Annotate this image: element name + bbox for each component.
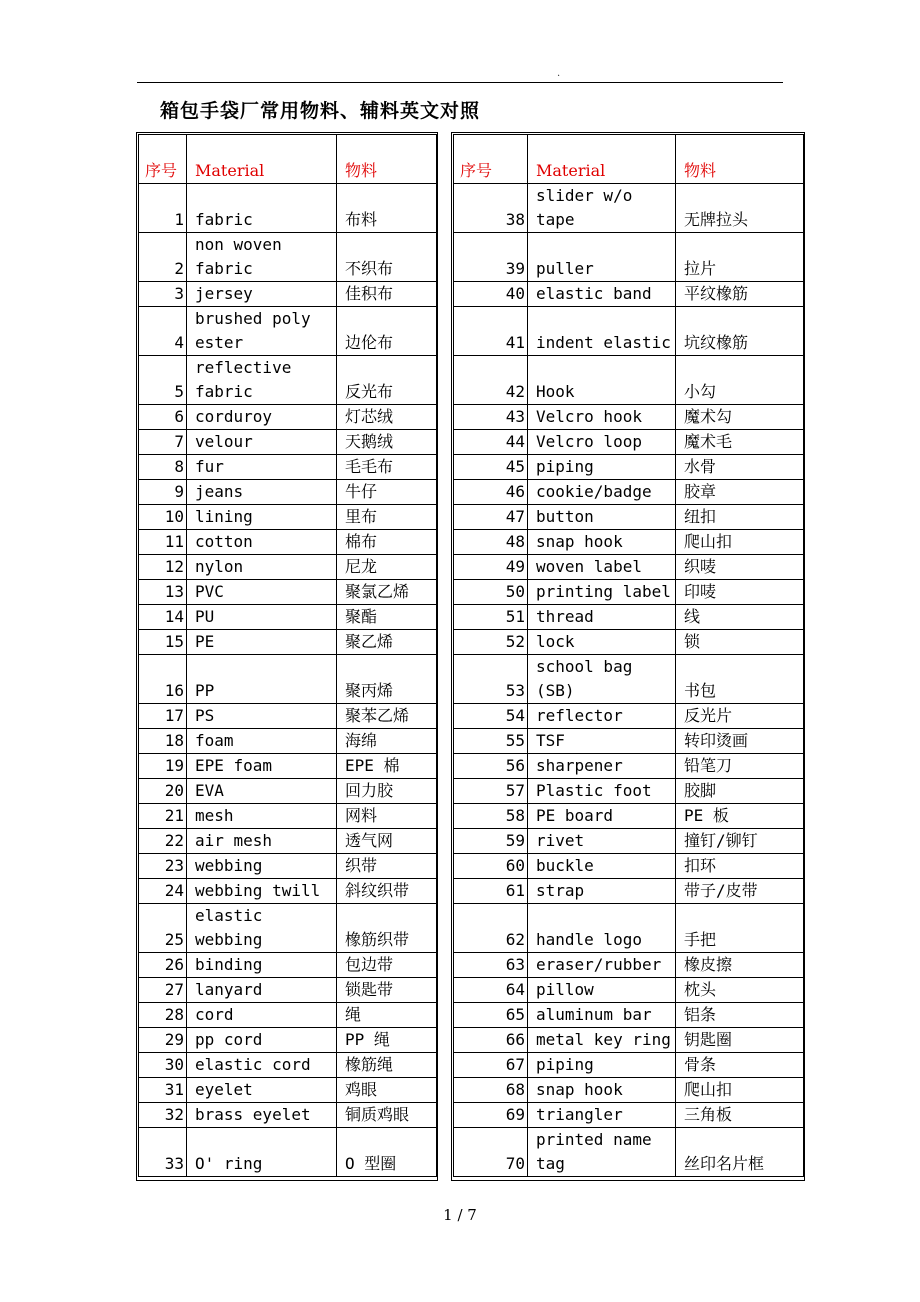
cn-cell: 透气网	[337, 829, 437, 854]
table-row	[454, 580, 804, 605]
cn-cell: 回力胶	[337, 779, 437, 804]
material-cell: thread	[528, 605, 676, 630]
material-cell: school bag (SB)	[528, 655, 676, 704]
table-row	[454, 1053, 804, 1078]
table-row	[454, 455, 804, 480]
material-cell: snap hook	[528, 530, 676, 555]
seq-cell: 18	[139, 729, 187, 754]
material-cell: lining	[187, 505, 337, 530]
seq-cell: 31	[139, 1078, 187, 1103]
cn-cell: 橡筋绳	[337, 1053, 437, 1078]
table-row	[454, 505, 804, 530]
material-cell: piping	[528, 1053, 676, 1078]
material-cell: elastic cord	[187, 1053, 337, 1078]
material-cell: webbing	[187, 854, 337, 879]
seq-cell: 38	[454, 184, 528, 233]
header-rule	[137, 82, 783, 83]
table-row	[454, 854, 804, 879]
cn-cell: 毛毛布	[337, 455, 437, 480]
cn-cell: 平纹橡筋	[676, 282, 804, 307]
cn-cell: 书包	[676, 655, 804, 704]
material-cell: eyelet	[187, 1078, 337, 1103]
table-row	[139, 405, 437, 430]
seq-cell: 32	[139, 1103, 187, 1128]
seq-cell: 53	[454, 655, 528, 704]
header-seq: 序号	[454, 135, 528, 184]
material-cell: reflector	[528, 704, 676, 729]
table-row	[454, 307, 804, 356]
seq-cell: 23	[139, 854, 187, 879]
seq-cell: 8	[139, 455, 187, 480]
header-material: Material	[187, 135, 337, 184]
table-row	[454, 605, 804, 630]
cn-cell: 钥匙圈	[676, 1028, 804, 1053]
table-row	[139, 356, 437, 405]
material-cell: fur	[187, 455, 337, 480]
cn-cell: 聚苯乙烯	[337, 704, 437, 729]
material-cell: velour	[187, 430, 337, 455]
seq-cell: 39	[454, 233, 528, 282]
table-row	[139, 729, 437, 754]
material-cell: puller	[528, 233, 676, 282]
material-cell: cord	[187, 1003, 337, 1028]
seq-cell: 52	[454, 630, 528, 655]
seq-cell: 26	[139, 953, 187, 978]
cn-cell: 水骨	[676, 455, 804, 480]
table-row	[139, 1078, 437, 1103]
seq-cell: 41	[454, 307, 528, 356]
table-row	[454, 754, 804, 779]
table-row	[454, 904, 804, 953]
table-row	[139, 1003, 437, 1028]
cn-cell: 无牌拉头	[676, 184, 804, 233]
table-row	[454, 779, 804, 804]
header-seq: 序号	[139, 135, 187, 184]
table-row	[139, 829, 437, 854]
table-row	[139, 480, 437, 505]
table-row	[454, 804, 804, 829]
cn-cell: 纽扣	[676, 505, 804, 530]
seq-cell: 43	[454, 405, 528, 430]
material-cell: lanyard	[187, 978, 337, 1003]
header-cn: 物料	[337, 135, 437, 184]
table-header-row	[454, 135, 804, 184]
table-row	[454, 729, 804, 754]
table-row	[454, 282, 804, 307]
material-cell: printing label	[528, 580, 676, 605]
cn-cell: 印唛	[676, 580, 804, 605]
seq-cell: 56	[454, 754, 528, 779]
cn-cell: 绳	[337, 1003, 437, 1028]
table-row	[139, 754, 437, 779]
material-cell: PE board	[528, 804, 676, 829]
material-cell: Hook	[528, 356, 676, 405]
table-row	[454, 978, 804, 1003]
cn-cell: 灯芯绒	[337, 405, 437, 430]
cn-cell: 天鹅绒	[337, 430, 437, 455]
seq-cell: 63	[454, 953, 528, 978]
seq-cell: 9	[139, 480, 187, 505]
material-cell: handle logo	[528, 904, 676, 953]
seq-cell: 51	[454, 605, 528, 630]
material-cell: indent elastic	[528, 307, 676, 356]
material-cell: O' ring	[187, 1128, 337, 1177]
table-header-row	[139, 135, 437, 184]
cn-cell: 尼龙	[337, 555, 437, 580]
material-cell: webbing twill	[187, 879, 337, 904]
cn-cell: 魔术毛	[676, 430, 804, 455]
material-cell: piping	[528, 455, 676, 480]
seq-cell: 25	[139, 904, 187, 953]
material-cell: aluminum bar	[528, 1003, 676, 1028]
seq-cell: 40	[454, 282, 528, 307]
table-row	[454, 1128, 804, 1177]
material-cell: cotton	[187, 530, 337, 555]
header-material: Material	[528, 135, 676, 184]
seq-cell: 19	[139, 754, 187, 779]
seq-cell: 59	[454, 829, 528, 854]
cn-cell: 小勾	[676, 356, 804, 405]
seq-cell: 22	[139, 829, 187, 854]
cn-cell: O 型圈	[337, 1128, 437, 1177]
cn-cell: 聚氯乙烯	[337, 580, 437, 605]
table-row	[139, 704, 437, 729]
cn-cell: 魔术勾	[676, 405, 804, 430]
seq-cell: 12	[139, 555, 187, 580]
header-dot: .	[557, 68, 561, 79]
material-cell: sharpener	[528, 754, 676, 779]
cn-cell: PP 绳	[337, 1028, 437, 1053]
cn-cell: 骨条	[676, 1053, 804, 1078]
seq-cell: 46	[454, 480, 528, 505]
table-row	[139, 505, 437, 530]
page-number: 1 / 7	[443, 1206, 477, 1224]
table-row	[454, 704, 804, 729]
table-row	[454, 829, 804, 854]
cn-cell: 铝条	[676, 1003, 804, 1028]
table-row	[139, 854, 437, 879]
cn-cell: 包边带	[337, 953, 437, 978]
table-row	[139, 233, 437, 282]
table-row	[139, 1028, 437, 1053]
material-cell: EVA	[187, 779, 337, 804]
seq-cell: 70	[454, 1128, 528, 1177]
table-row	[139, 879, 437, 904]
cn-cell: 棉布	[337, 530, 437, 555]
cn-cell: 拉片	[676, 233, 804, 282]
material-cell: pp cord	[187, 1028, 337, 1053]
material-cell: PU	[187, 605, 337, 630]
material-cell: snap hook	[528, 1078, 676, 1103]
cn-cell: 线	[676, 605, 804, 630]
seq-cell: 29	[139, 1028, 187, 1053]
seq-cell: 13	[139, 580, 187, 605]
material-cell: elastic band	[528, 282, 676, 307]
table-row	[454, 233, 804, 282]
cn-cell: 反光片	[676, 704, 804, 729]
material-cell: reflective fabric	[187, 356, 337, 405]
cn-cell: 丝印名片框	[676, 1128, 804, 1177]
cn-cell: 手把	[676, 904, 804, 953]
material-cell: binding	[187, 953, 337, 978]
material-cell: brass eyelet	[187, 1103, 337, 1128]
table-row	[454, 555, 804, 580]
seq-cell: 1	[139, 184, 187, 233]
cn-cell: 里布	[337, 505, 437, 530]
table-row	[139, 904, 437, 953]
cn-cell: 佳积布	[337, 282, 437, 307]
cn-cell: 反光布	[337, 356, 437, 405]
seq-cell: 27	[139, 978, 187, 1003]
cn-cell: 橡皮擦	[676, 953, 804, 978]
table-row	[139, 455, 437, 480]
cn-cell: 爬山扣	[676, 1078, 804, 1103]
cn-cell: 鸡眼	[337, 1078, 437, 1103]
table-row	[454, 1028, 804, 1053]
seq-cell: 61	[454, 879, 528, 904]
table-row	[454, 1103, 804, 1128]
cn-cell: 铅笔刀	[676, 754, 804, 779]
cn-cell: 胶脚	[676, 779, 804, 804]
cn-cell: 布料	[337, 184, 437, 233]
cn-cell: 爬山扣	[676, 530, 804, 555]
seq-cell: 4	[139, 307, 187, 356]
cn-cell: EPE 棉	[337, 754, 437, 779]
table-row	[139, 804, 437, 829]
seq-cell: 17	[139, 704, 187, 729]
seq-cell: 67	[454, 1053, 528, 1078]
cn-cell: 斜纹织带	[337, 879, 437, 904]
seq-cell: 69	[454, 1103, 528, 1128]
table-row	[139, 530, 437, 555]
table-row	[139, 605, 437, 630]
material-cell: nylon	[187, 555, 337, 580]
table-row	[139, 282, 437, 307]
cn-cell: 海绵	[337, 729, 437, 754]
material-cell: cookie/badge	[528, 480, 676, 505]
seq-cell: 55	[454, 729, 528, 754]
material-cell: rivet	[528, 829, 676, 854]
material-cell: Velcro loop	[528, 430, 676, 455]
material-cell: jeans	[187, 480, 337, 505]
page-title: 箱包手袋厂常用物料、辅料英文对照	[160, 100, 481, 122]
material-cell: eraser/rubber	[528, 953, 676, 978]
table-row	[454, 1078, 804, 1103]
table-row	[139, 630, 437, 655]
header-cn: 物料	[676, 135, 804, 184]
material-cell: foam	[187, 729, 337, 754]
material-cell: Plastic foot	[528, 779, 676, 804]
seq-cell: 50	[454, 580, 528, 605]
table-row	[454, 630, 804, 655]
cn-cell: 牛仔	[337, 480, 437, 505]
cn-cell: 网料	[337, 804, 437, 829]
seq-cell: 49	[454, 555, 528, 580]
cn-cell: 三角板	[676, 1103, 804, 1128]
seq-cell: 33	[139, 1128, 187, 1177]
seq-cell: 15	[139, 630, 187, 655]
seq-cell: 64	[454, 978, 528, 1003]
table-row	[139, 555, 437, 580]
material-cell: PE	[187, 630, 337, 655]
seq-cell: 6	[139, 405, 187, 430]
seq-cell: 45	[454, 455, 528, 480]
material-cell: button	[528, 505, 676, 530]
materials-table-right	[453, 134, 804, 1177]
table-row	[454, 430, 804, 455]
cn-cell: 织带	[337, 854, 437, 879]
material-cell: brushed poly ester	[187, 307, 337, 356]
material-cell: buckle	[528, 854, 676, 879]
cn-cell: 撞钉/铆钉	[676, 829, 804, 854]
table-row	[139, 580, 437, 605]
cn-cell: 坑纹橡筋	[676, 307, 804, 356]
table-row	[454, 530, 804, 555]
cn-cell: 锁	[676, 630, 804, 655]
seq-cell: 65	[454, 1003, 528, 1028]
table-row	[454, 879, 804, 904]
seq-cell: 2	[139, 233, 187, 282]
cn-cell: 聚酯	[337, 605, 437, 630]
cn-cell: 带子/皮带	[676, 879, 804, 904]
seq-cell: 20	[139, 779, 187, 804]
table-row	[139, 978, 437, 1003]
material-cell: jersey	[187, 282, 337, 307]
seq-cell: 21	[139, 804, 187, 829]
material-cell: pillow	[528, 978, 676, 1003]
seq-cell: 24	[139, 879, 187, 904]
table-row	[139, 1128, 437, 1177]
cn-cell: 胶章	[676, 480, 804, 505]
seq-cell: 60	[454, 854, 528, 879]
seq-cell: 10	[139, 505, 187, 530]
material-cell: slider w/o tape	[528, 184, 676, 233]
material-cell: printed name tag	[528, 1128, 676, 1177]
seq-cell: 47	[454, 505, 528, 530]
cn-cell: 橡筋织带	[337, 904, 437, 953]
material-cell: EPE foam	[187, 754, 337, 779]
cn-cell: 锁匙带	[337, 978, 437, 1003]
seq-cell: 48	[454, 530, 528, 555]
seq-cell: 44	[454, 430, 528, 455]
material-cell: air mesh	[187, 829, 337, 854]
table-row	[454, 1003, 804, 1028]
cn-cell: 不织布	[337, 233, 437, 282]
cn-cell: 铜质鸡眼	[337, 1103, 437, 1128]
seq-cell: 66	[454, 1028, 528, 1053]
material-cell: elastic webbing	[187, 904, 337, 953]
seq-cell: 58	[454, 804, 528, 829]
table-row	[139, 655, 437, 704]
seq-cell: 3	[139, 282, 187, 307]
material-cell: PP	[187, 655, 337, 704]
cn-cell: 聚丙烯	[337, 655, 437, 704]
material-cell: corduroy	[187, 405, 337, 430]
seq-cell: 16	[139, 655, 187, 704]
material-cell: PVC	[187, 580, 337, 605]
materials-table-left	[138, 134, 437, 1177]
seq-cell: 14	[139, 605, 187, 630]
seq-cell: 54	[454, 704, 528, 729]
table-row	[139, 1103, 437, 1128]
cn-cell: PE 板	[676, 804, 804, 829]
material-cell: TSF	[528, 729, 676, 754]
material-cell: fabric	[187, 184, 337, 233]
cn-cell: 织唛	[676, 555, 804, 580]
table-row	[139, 1053, 437, 1078]
seq-cell: 68	[454, 1078, 528, 1103]
seq-cell: 11	[139, 530, 187, 555]
seq-cell: 28	[139, 1003, 187, 1028]
material-cell: metal key ring	[528, 1028, 676, 1053]
table-row	[139, 779, 437, 804]
material-cell: triangler	[528, 1103, 676, 1128]
cn-cell: 边伦布	[337, 307, 437, 356]
seq-cell: 57	[454, 779, 528, 804]
material-cell: lock	[528, 630, 676, 655]
material-cell: non woven fabric	[187, 233, 337, 282]
table-row	[139, 953, 437, 978]
cn-cell: 聚乙烯	[337, 630, 437, 655]
table-row	[454, 405, 804, 430]
table-row	[454, 953, 804, 978]
material-cell: strap	[528, 879, 676, 904]
material-cell: Velcro hook	[528, 405, 676, 430]
table-row	[454, 480, 804, 505]
seq-cell: 42	[454, 356, 528, 405]
cn-cell: 扣环	[676, 854, 804, 879]
seq-cell: 30	[139, 1053, 187, 1078]
table-row	[139, 184, 437, 233]
table-row	[139, 307, 437, 356]
cn-cell: 转印烫画	[676, 729, 804, 754]
seq-cell: 62	[454, 904, 528, 953]
material-cell: woven label	[528, 555, 676, 580]
seq-cell: 7	[139, 430, 187, 455]
seq-cell: 5	[139, 356, 187, 405]
table-row	[454, 356, 804, 405]
table-row	[454, 184, 804, 233]
material-cell: mesh	[187, 804, 337, 829]
material-cell: PS	[187, 704, 337, 729]
cn-cell: 枕头	[676, 978, 804, 1003]
table-row	[139, 430, 437, 455]
table-row	[454, 655, 804, 704]
